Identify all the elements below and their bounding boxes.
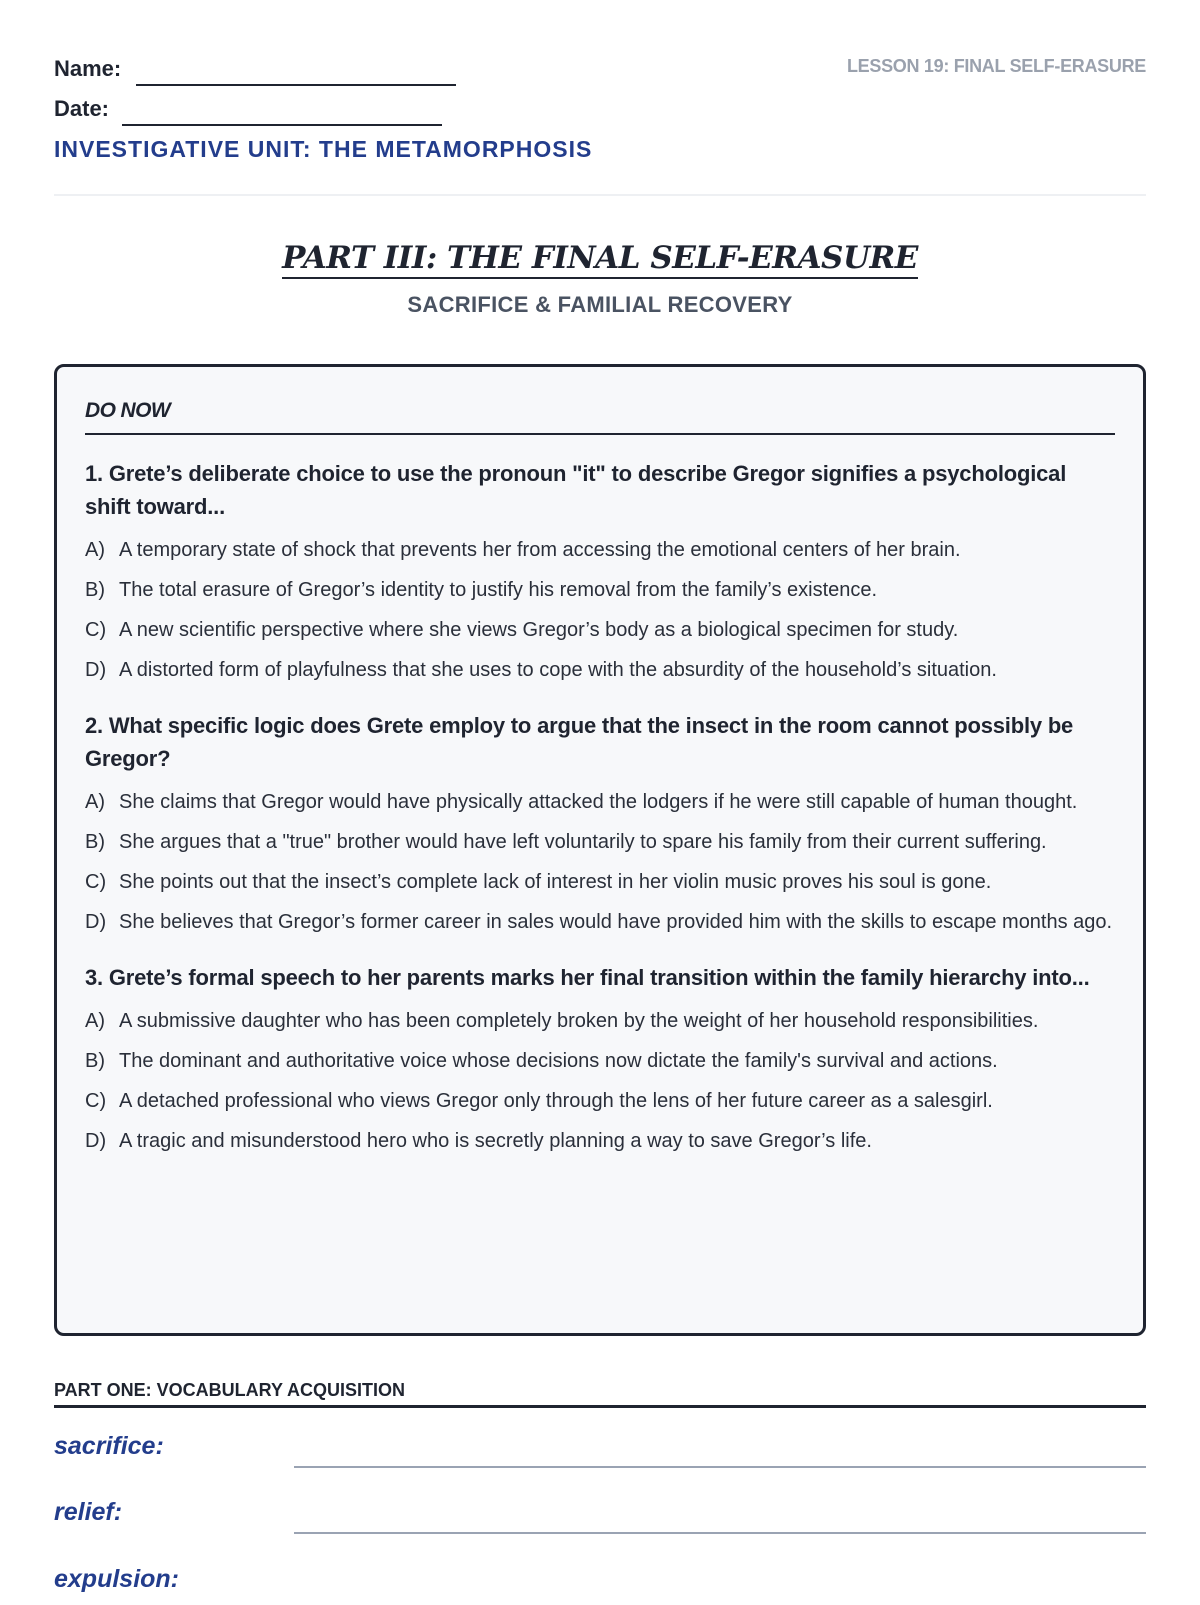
do-now-heading: DO NOW (85, 399, 1115, 435)
option-text: The total erasure of Gregor’s identity to justify his removal from the family’s existence. (119, 579, 878, 601)
option-letter: B) (85, 831, 105, 853)
title-block (54, 240, 1146, 279)
question-text: 1. Grete’s deliberate choice to use the pronoun "it" to describe Gregor signifies a psychological shift toward... (85, 461, 1067, 519)
vocab-heading: PART ONE: VOCABULARY ACQUISITION (54, 1380, 1146, 1408)
question-2 (85, 709, 1115, 939)
option-letter: D) (85, 911, 107, 933)
option-text: A detached professional who views Gregor only through the lens of her future career as a salesgirl. (119, 1090, 993, 1112)
question-1 (85, 457, 1115, 687)
date-label: Date: (54, 96, 110, 121)
vocab-term: expulsion: (54, 1565, 180, 1593)
answer-option[interactable] (85, 1045, 1115, 1078)
vocab-answer-line[interactable] (294, 1466, 1146, 1468)
answer-option[interactable] (85, 1125, 1115, 1158)
name-label: Name: (54, 56, 122, 81)
option-text: She argues that a "true" brother would have left voluntarily to spare his family from their current suffering. (119, 831, 1047, 853)
answer-option[interactable] (85, 1085, 1115, 1118)
vocab-term: sacrifice: (54, 1432, 164, 1460)
question-3 (85, 961, 1115, 1158)
option-text: A new scientific perspective where she views Gregor’s body as a biological specimen for study. (119, 619, 959, 641)
page-title: PART III: THE FINAL SELF-ERASURE (282, 240, 918, 279)
answer-option[interactable] (85, 1005, 1115, 1038)
option-letter: C) (85, 871, 107, 893)
option-text: A submissive daughter who has been completely broken by the weight of her household responsibilities. (119, 1010, 1039, 1032)
answer-option[interactable] (85, 826, 1115, 859)
name-field (54, 56, 121, 82)
date-field (54, 96, 109, 122)
option-letter: C) (85, 619, 107, 641)
answer-option[interactable] (85, 574, 1115, 607)
vocab-answer-line[interactable] (294, 1532, 1146, 1534)
name-blank-line[interactable] (136, 84, 456, 86)
answer-option[interactable] (85, 866, 1115, 899)
option-letter: A) (85, 539, 105, 561)
answer-option[interactable] (85, 534, 1115, 567)
option-letter: C) (85, 1090, 107, 1112)
answer-option[interactable] (85, 786, 1115, 819)
worksheet-header (54, 52, 1146, 196)
worksheet-page (54, 0, 1146, 1600)
lesson-label: LESSON 19: FINAL SELF-ERASURE (846, 56, 1146, 76)
answer-option[interactable] (85, 614, 1115, 647)
option-letter: D) (85, 659, 107, 681)
date-blank-line[interactable] (122, 124, 442, 126)
vocab-term: relief: (54, 1498, 123, 1526)
option-letter: D) (85, 1130, 107, 1152)
option-letter: A) (85, 1010, 105, 1032)
option-text: A tragic and misunderstood hero who is secretly planning a way to save Gregor’s life. (119, 1130, 872, 1152)
option-letter: B) (85, 579, 105, 601)
option-letter: B) (85, 1050, 105, 1072)
question-text: 2. What specific logic does Grete employ to argue that the insect in the room cannot possibly be Gregor? (85, 713, 1074, 771)
answer-option[interactable] (85, 654, 1115, 687)
option-letter: A) (85, 791, 105, 813)
answer-option[interactable] (85, 906, 1115, 939)
question-text: 3. Grete’s formal speech to her parents marks her final transition within the family hierarchy into... (85, 965, 1090, 990)
vocab-row (54, 1498, 1146, 1538)
option-text: She points out that the insect’s complete lack of interest in her violin music proves his soul is gone. (119, 871, 992, 893)
option-text: The dominant and authoritative voice whose decisions now dictate the family's survival and actions. (119, 1050, 998, 1072)
vocab-row (54, 1432, 1146, 1472)
do-now-box (54, 364, 1146, 1336)
page-subtitle: SACRIFICE & FAMILIAL RECOVERY (407, 292, 793, 317)
option-text: She believes that Gregor’s former career in sales would have provided him with the skills to escape months ago. (119, 911, 1113, 933)
option-text: A distorted form of playfulness that she uses to cope with the absurdity of the household’s situation. (119, 659, 997, 681)
option-text: A temporary state of shock that prevents her from accessing the emotional centers of her brain. (119, 539, 961, 561)
unit-title: INVESTIGATIVE UNIT: THE METAMORPHOSIS (54, 136, 593, 162)
vocab-row (54, 1565, 1146, 1605)
option-text: She claims that Gregor would have physically attacked the lodgers if he were still capable of human thought. (119, 791, 1078, 813)
